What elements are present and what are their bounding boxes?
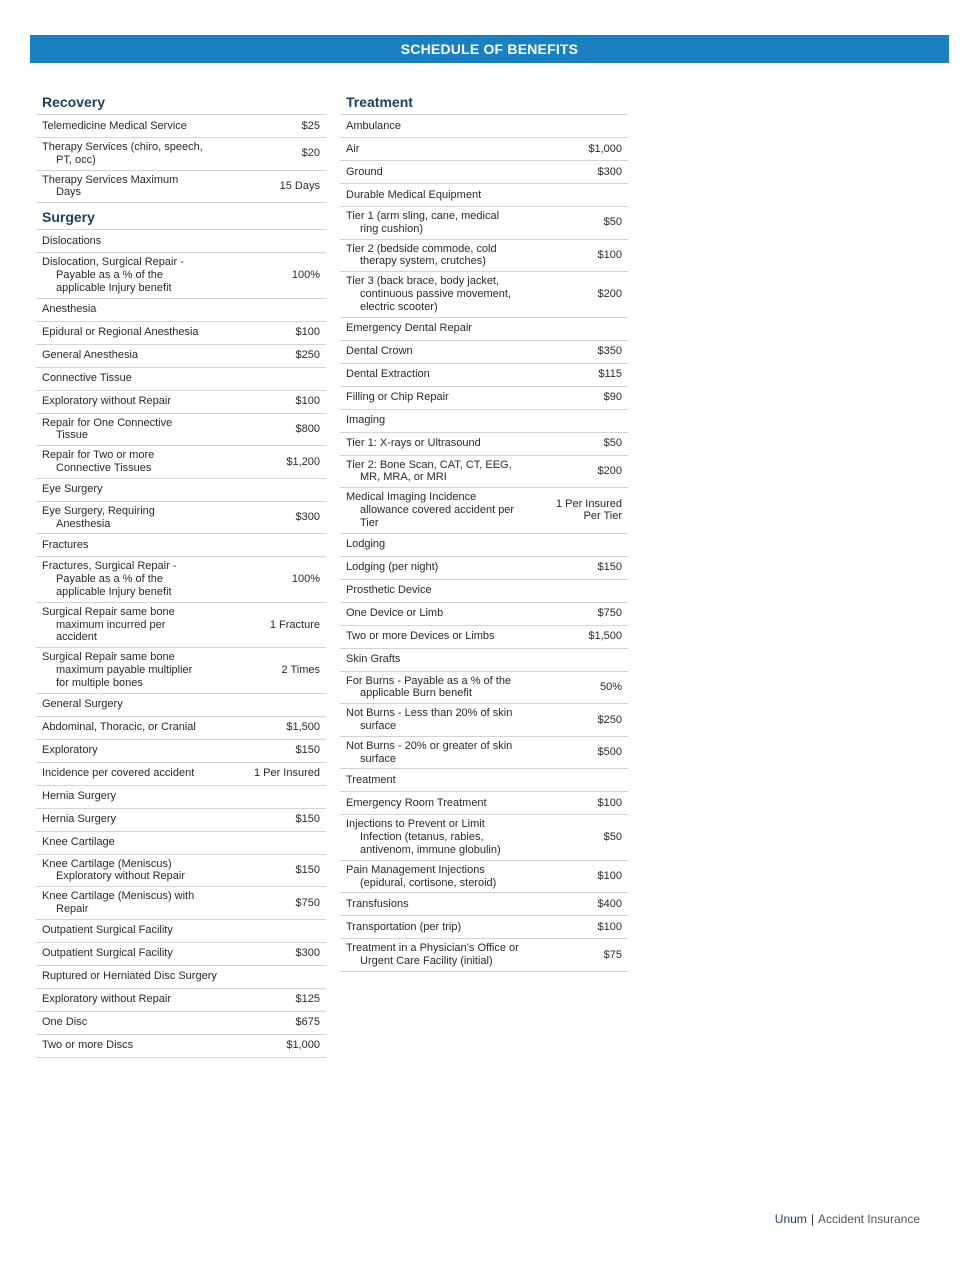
benefit-row: [36, 943, 326, 966]
benefit-label: Outpatient Surgical Facility: [42, 924, 173, 937]
benefit-label: Tier 1 (arm sling, cane, medical ring cushion): [346, 210, 500, 235]
benefit-label: For Burns - Payable as a % of the applicable Burn benefit: [346, 674, 512, 700]
benefit-row: [340, 364, 628, 387]
benefit-label: One Disc: [42, 1016, 88, 1029]
benefit-row: [340, 893, 628, 916]
benefit-value: $150: [295, 863, 320, 876]
benefit-row: [36, 345, 326, 368]
benefit-row: [36, 171, 326, 204]
benefit-label: Imaging: [346, 414, 386, 427]
benefit-label: Not Burns - 20% or greater of skin surface: [346, 739, 513, 765]
category-row: [340, 580, 628, 603]
banner-title: SCHEDULE OF BENEFITS: [30, 35, 949, 63]
benefit-row: [340, 815, 628, 860]
benefit-label: Anesthesia: [42, 303, 97, 316]
section-title: Recovery: [36, 88, 326, 115]
benefit-row: [36, 414, 326, 447]
benefit-label: Tier 2: Bone Scan, CAT, CT, EEG, MR, MRA, or MRI: [346, 458, 512, 484]
benefit-value: 50%: [599, 680, 622, 693]
category-row: [36, 832, 326, 855]
benefit-value: 1 Per Insured Per Tier: [555, 497, 622, 523]
benefit-label: Connective Tissue: [42, 372, 132, 385]
benefit-label: Abdominal, Thoracic, or Cranial: [42, 721, 196, 734]
benefit-value: $200: [597, 287, 622, 300]
benefit-label: Dislocation, Surgical Repair - Payable as a % of the applicable Injury benefit: [42, 256, 184, 294]
category-row: [340, 184, 628, 207]
footer-separator: |: [810, 1212, 814, 1226]
benefit-label: Filling or Chip Repair: [346, 391, 449, 404]
footer-brand: Unum: [774, 1212, 807, 1226]
benefit-row: [340, 861, 628, 894]
benefit-label: Ground: [346, 165, 383, 178]
benefit-row: [36, 740, 326, 763]
benefit-label: Two or more Discs: [42, 1039, 134, 1052]
benefit-value: $150: [597, 561, 622, 574]
category-row: [36, 966, 326, 989]
benefit-row: [36, 648, 326, 693]
benefit-row: [340, 456, 628, 489]
benefit-row: [36, 1012, 326, 1035]
benefit-label: Injections to Prevent or Limit Infection (tetanus, rabies, antivenom, immune globulin): [346, 818, 501, 856]
benefit-label: Air: [346, 142, 360, 155]
benefit-row: [36, 502, 326, 535]
benefit-value: $200: [597, 464, 622, 477]
benefit-value: $150: [295, 813, 320, 826]
benefit-value: $300: [295, 511, 320, 524]
benefit-label: Two or more Devices or Limbs: [346, 630, 495, 643]
benefit-value: $50: [603, 831, 622, 844]
benefit-value: 15 Days: [279, 179, 320, 192]
benefit-value: $100: [295, 395, 320, 408]
benefit-label: Therapy Services Maximum Days: [42, 173, 179, 199]
benefit-value: $1,500: [286, 721, 320, 734]
benefit-row: [36, 855, 326, 888]
benefit-label: Knee Cartilage: [42, 836, 115, 849]
benefit-row: [36, 1035, 326, 1058]
benefit-value: $300: [295, 947, 320, 960]
category-row: [36, 694, 326, 717]
benefit-value: $1,200: [286, 455, 320, 468]
benefit-value: $100: [295, 326, 320, 339]
benefit-label: Outpatient Surgical Facility: [42, 947, 173, 960]
benefit-row: [36, 557, 326, 602]
benefit-value: $300: [597, 165, 622, 178]
benefit-label: Treatment: [346, 773, 396, 786]
benefit-row: [340, 737, 628, 770]
category-row: [340, 318, 628, 341]
category-row: [340, 649, 628, 672]
benefit-row: [340, 433, 628, 456]
benefit-label: Incidence per covered accident: [42, 767, 195, 780]
benefit-row: [340, 161, 628, 184]
benefit-value: $750: [597, 607, 622, 620]
benefit-row: [340, 916, 628, 939]
benefit-row: [340, 207, 628, 240]
category-row: [36, 368, 326, 391]
benefit-label: Emergency Room Treatment: [346, 796, 487, 809]
benefit-row: [340, 488, 628, 533]
benefit-value: $25: [301, 119, 320, 132]
benefit-value: $400: [597, 897, 622, 910]
benefit-row: [340, 240, 628, 273]
benefit-value: 1 Per Insured: [253, 767, 320, 780]
benefit-label: Transfusions: [346, 897, 409, 910]
benefit-row: [36, 391, 326, 414]
benefit-value: $1,500: [588, 630, 622, 643]
benefit-value: $1,000: [588, 142, 622, 155]
benefit-value: $1,000: [286, 1039, 320, 1052]
benefit-row: [340, 603, 628, 626]
benefit-row: [36, 717, 326, 740]
benefit-value: 100%: [291, 573, 320, 586]
benefit-row: [340, 704, 628, 737]
benefit-label: Exploratory without Repair: [42, 395, 172, 408]
benefit-label: Telemedicine Medical Service: [42, 119, 187, 132]
benefit-value: $115: [598, 368, 622, 381]
benefit-row: [340, 672, 628, 705]
section-title: Surgery: [36, 203, 326, 230]
benefit-label: Skin Grafts: [346, 653, 401, 666]
benefit-label: Ambulance: [346, 119, 402, 132]
section-title: Treatment: [340, 88, 628, 115]
benefit-value: $50: [603, 216, 622, 229]
benefit-row: [36, 115, 326, 138]
benefit-value: $750: [295, 896, 320, 909]
category-row: [340, 410, 628, 433]
benefit-label: Therapy Services (chiro, speech, PT, occ): [42, 141, 203, 166]
benefit-value: $250: [597, 713, 622, 726]
benefit-label: Knee Cartilage (Meniscus) with Repair: [42, 890, 195, 915]
benefit-label: Exploratory without Repair: [42, 993, 172, 1006]
benefit-label: Dental Crown: [346, 345, 413, 358]
benefit-label: General Surgery: [42, 698, 123, 711]
benefit-label: Prosthetic Device: [346, 584, 432, 597]
benefit-label: Surgical Repair same bone maximum payable multiplier for multiple bones: [42, 651, 193, 689]
benefit-value: 100%: [291, 268, 320, 281]
benefit-label: Treatment in a Physician’s Office or Urgent Care Facility (initial): [346, 942, 519, 968]
benefit-row: [36, 809, 326, 832]
benefit-label: Epidural or Regional Anesthesia: [42, 326, 199, 339]
benefit-label: Eye Surgery: [42, 483, 103, 496]
benefit-row: [340, 792, 628, 815]
benefit-label: Ruptured or Herniated Disc Surgery: [42, 970, 217, 983]
benefit-label: One Device or Limb: [346, 607, 444, 620]
benefit-value: $90: [603, 391, 622, 404]
benefit-value: $100: [597, 248, 622, 261]
benefit-value: 2 Times: [281, 663, 320, 676]
benefit-label: Hernia Surgery: [42, 790, 116, 803]
benefit-label: General Anesthesia: [42, 349, 139, 362]
benefit-value: $675: [295, 1016, 320, 1029]
benefit-row: [340, 557, 628, 580]
benefit-value: $350: [597, 345, 622, 358]
benefit-label: Hernia Surgery: [42, 813, 116, 826]
footer: [775, 1212, 920, 1226]
benefit-label: Dislocations: [42, 234, 102, 247]
footer-product: Accident Insurance: [817, 1212, 920, 1226]
benefit-label: Not Burns - Less than 20% of skin surface: [346, 707, 513, 732]
benefit-value: $50: [603, 437, 622, 450]
benefit-value: $250: [295, 349, 320, 362]
benefit-label: Durable Medical Equipment: [346, 188, 482, 201]
benefit-label: Pain Management Injections (epidural, cortisone, steroid): [346, 863, 497, 889]
benefit-label: Surgical Repair same bone maximum incurred per accident: [42, 605, 175, 644]
benefit-label: Knee Cartilage (Meniscus) Exploratory without Repair: [42, 857, 186, 883]
benefit-value: $800: [295, 422, 320, 435]
benefit-row: [36, 603, 326, 648]
benefit-label: Emergency Dental Repair: [346, 322, 472, 335]
category-row: [340, 115, 628, 138]
benefit-label: Medical Imaging Incidence allowance covered accident per Tier: [346, 491, 515, 529]
benefit-label: Lodging: [346, 538, 386, 551]
benefit-label: Tier 1: X-rays or Ultrasound: [346, 437, 481, 450]
benefit-row: [36, 989, 326, 1012]
benefit-label: Eye Surgery, Requiring Anesthesia: [42, 504, 155, 530]
benefit-label: Lodging (per night): [346, 561, 439, 574]
benefit-label: Transportation (per trip): [346, 920, 462, 933]
benefit-row: [36, 887, 326, 920]
category-row: [36, 299, 326, 322]
right-column: [340, 88, 628, 972]
benefit-value: $100: [597, 796, 622, 809]
benefit-value: $125: [295, 993, 320, 1006]
benefit-row: [340, 387, 628, 410]
benefit-value: $500: [597, 746, 622, 759]
benefit-label: Repair for Two or more Connective Tissues: [42, 449, 155, 474]
benefit-row: [340, 626, 628, 649]
benefit-value: $20: [301, 147, 320, 160]
benefit-label: Exploratory: [42, 744, 98, 757]
benefit-value: $100: [597, 920, 622, 933]
benefit-row: [36, 138, 326, 171]
benefit-row: [340, 939, 628, 972]
benefit-row: [36, 253, 326, 298]
benefit-label: Fractures: [42, 538, 89, 551]
benefit-row: [36, 763, 326, 786]
left-column: [36, 88, 326, 1058]
category-row: [36, 534, 326, 557]
benefit-row: [340, 272, 628, 317]
category-row: [36, 230, 326, 253]
benefit-value: $100: [597, 870, 622, 883]
benefit-row: [340, 341, 628, 364]
category-row: [340, 534, 628, 557]
benefit-label: Tier 2 (bedside commode, cold therapy system, crutches): [346, 242, 497, 268]
benefit-label: Tier 3 (back brace, body jacket, continuous passive movement, electric scooter): [346, 275, 512, 313]
benefit-row: [36, 322, 326, 345]
benefit-value: $75: [603, 948, 622, 961]
benefit-label: Fractures, Surgical Repair - Payable as a % of the applicable Injury benefit: [42, 560, 177, 598]
category-row: [36, 786, 326, 809]
benefit-value: 1 Fracture: [269, 618, 320, 631]
benefit-value: $150: [295, 744, 320, 757]
category-row: [36, 920, 326, 943]
category-row: [340, 769, 628, 792]
benefit-label: Dental Extraction: [346, 368, 430, 381]
benefit-row: [340, 138, 628, 161]
category-row: [36, 479, 326, 502]
benefit-label: Repair for One Connective Tissue: [42, 416, 173, 442]
benefit-row: [36, 446, 326, 479]
